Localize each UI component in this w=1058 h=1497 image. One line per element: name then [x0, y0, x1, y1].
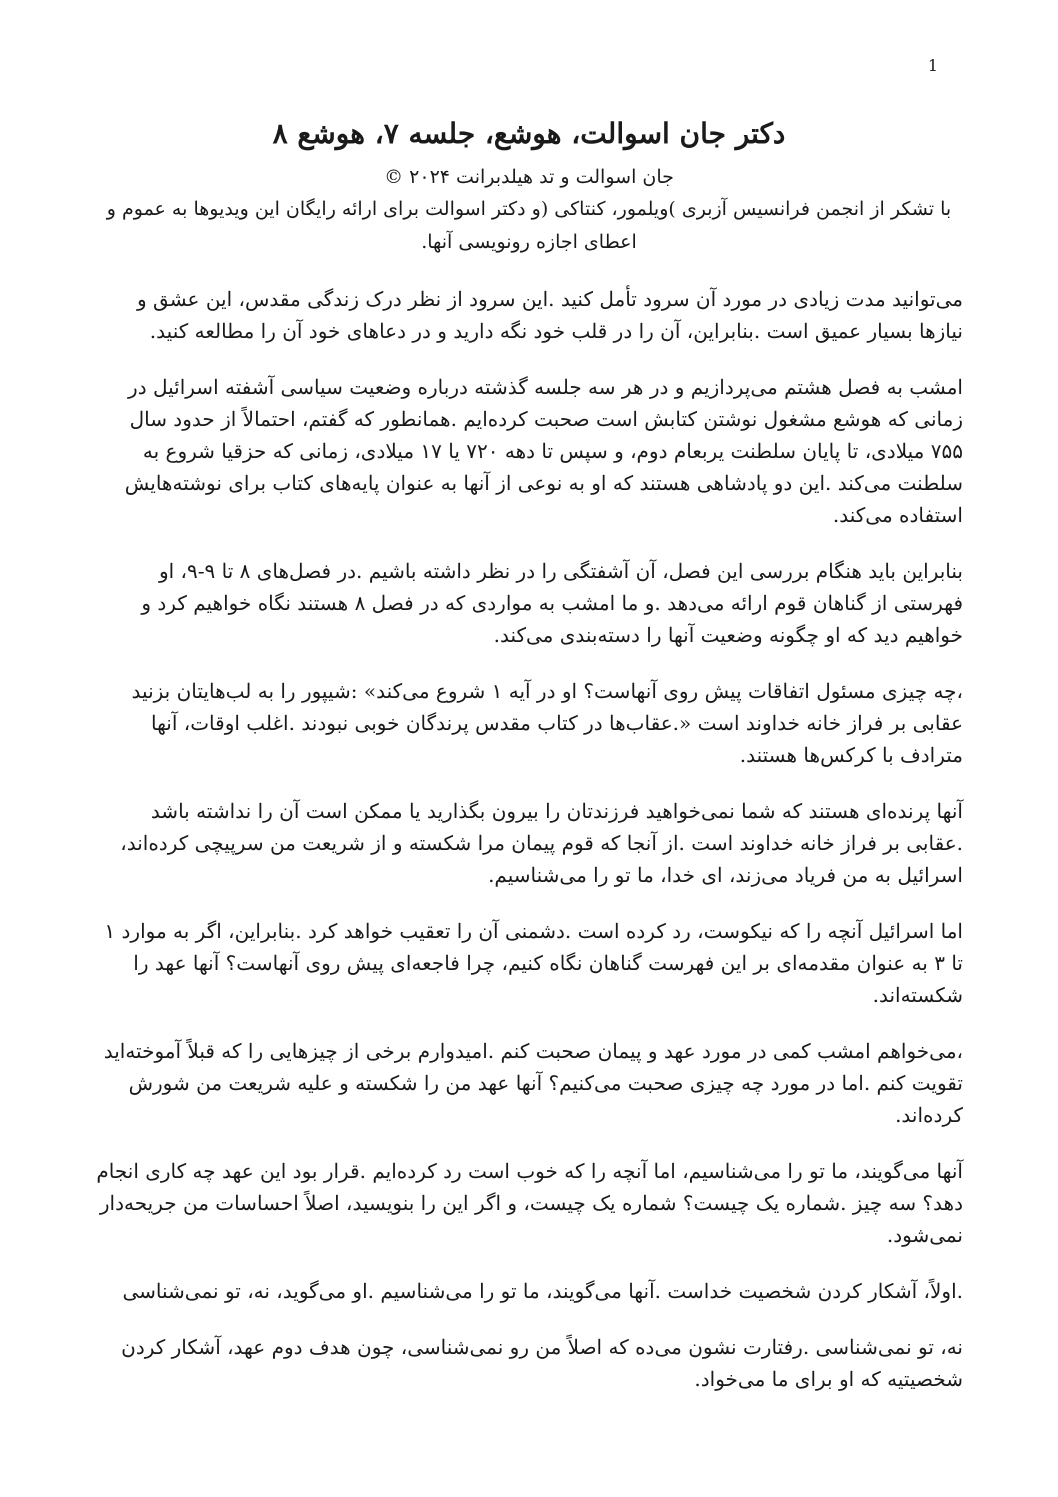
paragraph: آنها پرنده‌ای هستند که شما نمی‌خواهید فرزندتان را بیرون بگذارید یا ممکن است آن را نداشته باشد .عقابی بر فراز خانه خداوند است .از آنجا که قوم پیمان مرا شکسته و از شریعت من سرپیچی کرده‌اند، اسرائیل به من فریاد می‌زند، ای خدا، ما تو را می‌شناسیم. [120, 799, 963, 888]
document-title: دکتر جان اسوالت، هوشع، جلسه ۷، هوشع ۸ [272, 117, 786, 150]
paragraph: .اولاً، آشکار کردن شخصیت خداست .آنها می‌گویند، ما تو را می‌شناسیم .او می‌گوید، نه، تو نمی‌شناسی [122, 1279, 963, 1304]
copyright-line: جان اسوالت و تد هیلدبرانت ۲۰۲۴ © [384, 166, 674, 189]
paragraph: نه، تو نمی‌شناسی .رفتارت نشون می‌ده که اصلاً من رو نمی‌شناسی، چون هدف دوم عهد، آشکار کردن شخصیتیه که او برای ما می‌خواد. [121, 1335, 963, 1392]
paragraph: آنها می‌گویند، ما تو را می‌شناسیم، اما آنچه را که خوب است رد کرده‌ایم .قرار بود این عهد چه کاری انجام دهد؟ سه چیز .شماره یک چیست؟ شماره یک چیست، و اگر این را بنویسید، اصلاً احساسات من جریحه‌دار نمی‌شود. [96, 1159, 963, 1248]
paragraph: بنابراین باید هنگام بررسی این فصل، آن آشفتگی را در نظر داشته باشیم .در فصل‌های ۸ تا ۹-۹، او فهرستی از گناهان قوم ارائه می‌دهد .و ما امشب به مواردی که در فصل ۸ هستند نگاه خواهیم کرد و خواهیم دید که او چگونه وضعیت آنها را دسته‌بندی می‌کند. [141, 559, 963, 648]
paragraph: امشب به فصل هشتم می‌پردازیم و در هر سه جلسه گذشته درباره وضعیت سیاسی آشفته اسرائیل در زمانی که هوشع مشغول نوشتن کتابش است صحبت کرده‌ایم .همانطور که گفتم، احتمالاً از حدود سال ۷۵۵ میلادی، تا پایان سلطنت یربعام دوم، و سپس تا دهه ۷۲۰ یا ۱۷ میلادی، زمانی که حزقیا شروع به سلطنت می‌کند .این دو پادشاهی هستند که او به نوعی از آنها به عنوان پایه‌های کتاب برای نوشته‌هایش استفاده می‌کند. [124, 375, 963, 528]
paragraph: ،چه چیزی مسئول اتفاقات پیش روی آنهاست؟ او در آیه ۱ شروع می‌کند» :شیپور را به لب‌هایتان بزنید عقابی بر فراز خانه خداوند است «.عقاب‌ها در کتاب مقدس پرندگان خوبی نبودند .اغلب اوقات، آنها مترادف با کرکس‌ها هستند. [131, 679, 963, 768]
acknowledgment-line: با تشکر از انجمن فرانسیس آزبری )ویلمور، کنتاکی (و دکتر اسوالت برای ارائه رایگان این ویدیوها به عموم و اعطای اجازه رونویسی آنها. [106, 197, 952, 254]
paragraph: می‌توانید مدت زیادی در مورد آن سرود تأمل کنید .این سرود از نظر درک زندگی مقدس، این عشق و نیازها بسیار عمیق است .بنابراین، آن را در قلب خود نگه دارید و در دعاهای خود آن را مطالعه کنید. [137, 287, 963, 344]
document-body [95, 283, 963, 1395]
page-number: 1 [927, 56, 938, 75]
paragraph: ،می‌خواهم امشب کمی در مورد عهد و پیمان صحبت کنم .امیدوارم برخی از چیزهایی را که قبلاً آموخته‌اید تقویت کنم .اما در مورد چه چیزی صحبت می‌کنیم؟ آنها عهد من را شکسته و علیه شریعت من شورش کرده‌اند. [103, 1039, 963, 1128]
paragraph: اما اسرائیل آنچه را که نیکوست، رد کرده است .دشمنی آن را تعقیب خواهد کرد .بنابراین، اگر به موارد ۱ تا ۳ به عنوان مقدمه‌ای بر این فهرست گناهان نگاه کنیم، چرا فاجعه‌ای پیش روی آنهاست؟ آنها عهد را شکسته‌اند. [104, 919, 963, 1008]
